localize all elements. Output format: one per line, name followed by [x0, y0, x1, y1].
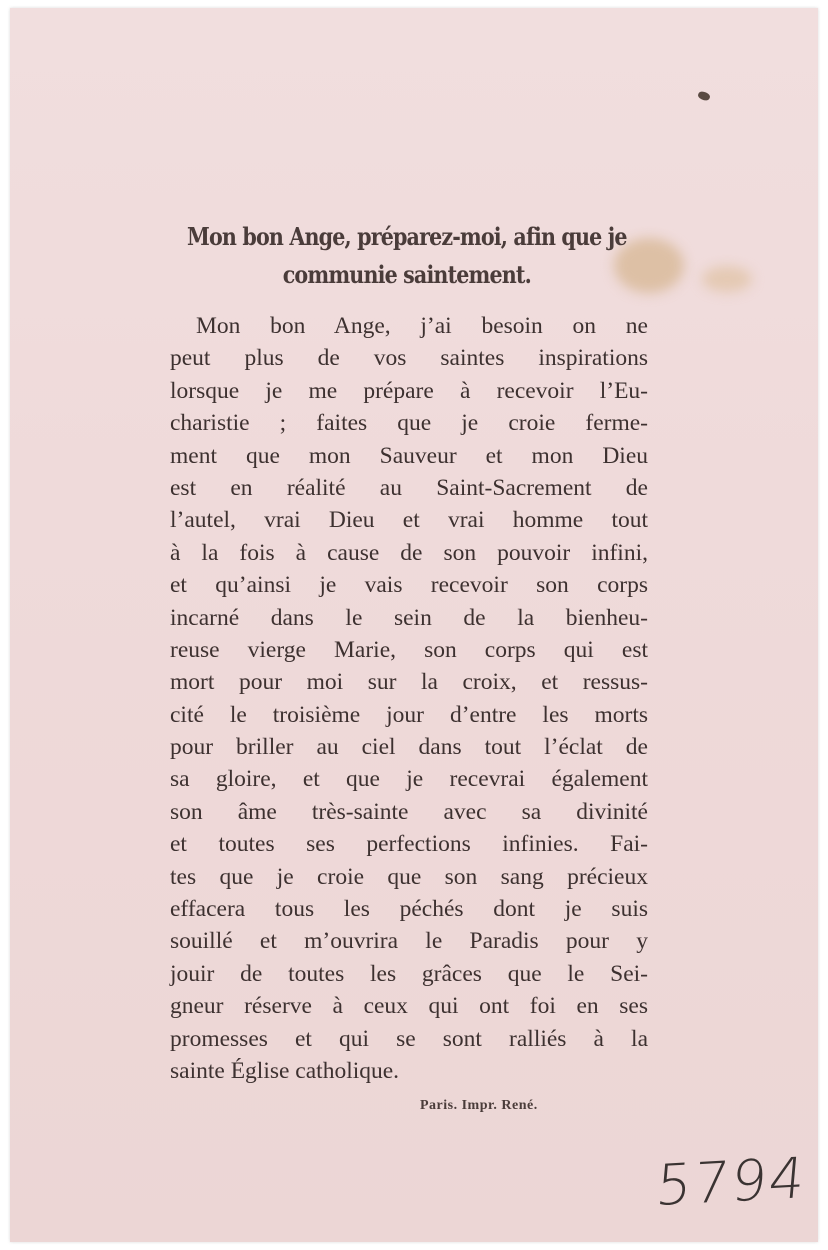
- printer-imprint: Paris. Impr. René.: [420, 1098, 538, 1113]
- body-line: son âme très-sainte avec sa divinité: [170, 798, 648, 825]
- body-line: peut plus de vos saintes inspirations: [170, 345, 648, 372]
- body-line: sa gloire, et que je recevrai également: [170, 766, 648, 793]
- body-line: tes que je croie que son sang précieux: [170, 863, 648, 890]
- handwritten-inventory-number: 5794: [653, 1145, 810, 1220]
- body-line: effacera tous les péchés dont je suis: [170, 896, 648, 923]
- body-line: charistie ; faites que je croie ferme-: [170, 410, 648, 437]
- body-line: sainte Église catholique.: [170, 1057, 400, 1084]
- body-line: incarné dans le sein de la bienheu-: [170, 604, 648, 631]
- heading-line-1: Mon bon Ange, préparez-moi, afin que je: [187, 222, 627, 251]
- body-line: promesses et qui se sont ralliés à la: [170, 1025, 648, 1052]
- prayer-heading: [160, 218, 654, 294]
- body-line: et qu’ainsi je vais recevoir son corps: [170, 572, 648, 599]
- foxing-stain: [702, 266, 752, 292]
- body-line: ment que mon Sauveur et mon Dieu: [170, 442, 648, 469]
- body-line: mort pour moi sur la croix, et ressus-: [170, 669, 648, 696]
- body-line: est en réalité au Saint-Sacrement de: [170, 474, 648, 501]
- body-line: lorsque je me prépare à recevoir l’Eu-: [170, 377, 648, 404]
- ink-speck: [697, 90, 711, 102]
- body-line: pour briller au ciel dans tout l’éclat de: [170, 734, 648, 761]
- body-line: souillé et m’ouvrira le Paradis pour y: [170, 928, 648, 955]
- body-line: et toutes ses perfections infinies. Fai-: [170, 831, 648, 858]
- body-line: jouir de toutes les grâces que le Sei-: [170, 960, 648, 987]
- body-line: Mon bon Ange, j’ai besoin on ne: [196, 313, 648, 339]
- prayer-body: [170, 310, 648, 1087]
- body-line: à la fois à cause de son pouvoir infini,: [170, 539, 648, 566]
- heading-line-2: communie saintement.: [282, 260, 531, 289]
- body-line: reuse vierge Marie, son corps qui est: [170, 636, 648, 663]
- body-line: cité le troisième jour d’entre les morts: [170, 701, 648, 728]
- body-line: gneur réserve à ceux qui ont foi en ses: [170, 993, 648, 1020]
- body-line: l’autel, vrai Dieu et vrai homme tout: [170, 507, 648, 534]
